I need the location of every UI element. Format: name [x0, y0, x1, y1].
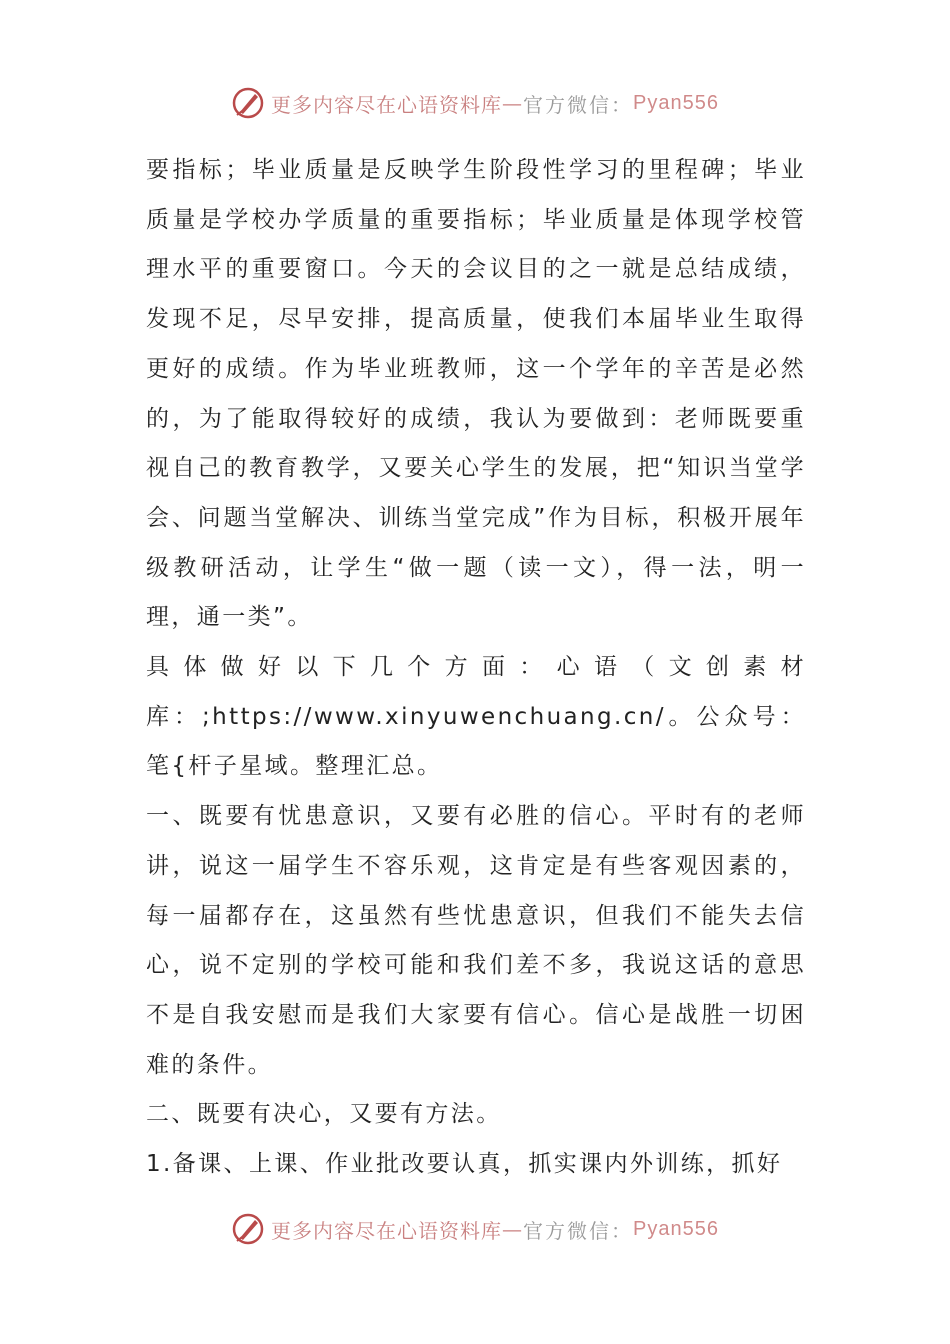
- footer-watermark: [0, 1212, 950, 1246]
- paragraph: 具体做好以下几个方面：心语（文创素材库：;https://www.xinyuwenchuang.cn/。公众号：笔{杆子星域。整理汇总。: [146, 654, 806, 780]
- watermark-text: 更多内容尽在心语资料库: [271, 1218, 503, 1243]
- watermark-text: 更多内容尽在心语资料库: [271, 92, 503, 117]
- watermark-wechat-id: Pyan556: [633, 1217, 719, 1240]
- paragraph: 1.备课、上课、作业批改要认真，抓实课内外训练，抓好: [146, 1151, 783, 1178]
- quill-logo-icon: [231, 1212, 265, 1246]
- paragraph: 要指标；毕业质量是反映学生阶段性学习的里程碑；毕业质量是学校办学质量的重要指标；毕业质量是体现学校管理水平的重要窗口。今天的会议目的之一就是总结成绩，发现不足，尽早安排，提高质量，使我们本届毕业生取得更好的成绩。作为毕业班教师，这一个学年的辛苦是必然的，为了能取得较好的成绩，我认为要做到：老师既要重视自己的教育教学，又要关心学生的发展，把“知识当堂学会、问题当堂解决、训练当堂完成”作为目标，积极开展年级教研活动，让学生“做一题（读一文），得一法，明一理，通一类”。: [146, 157, 806, 631]
- header-watermark: [0, 86, 950, 120]
- watermark-wechat-id: Pyan556: [633, 91, 719, 114]
- watermark-wechat-label: 官方微信：: [523, 92, 634, 117]
- watermark-wechat-label: 官方微信：: [523, 1218, 634, 1243]
- quill-logo-icon: [231, 86, 265, 120]
- watermark-dash: —: [502, 1217, 524, 1241]
- paragraph: 一、既要有忧患意识，又要有必胜的信心。平时有的老师讲，说这一届学生不容乐观，这肯定是有些客观因素的，每一届都存在，这虽然有些忧患意识，但我们不能失去信心，说不定别的学校可能和我们差不多，我说这话的意思不是自我安慰而是我们大家要有信心。信心是战胜一切困难的条件。: [146, 803, 806, 1078]
- document-body: [146, 146, 806, 1190]
- paragraph: 二、既要有决心，又要有方法。: [146, 1101, 502, 1128]
- watermark-dash: —: [502, 91, 524, 115]
